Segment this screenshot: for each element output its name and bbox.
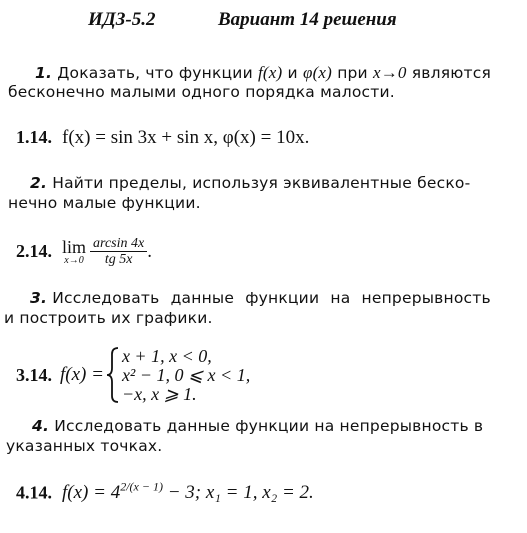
problem-3-14	[16, 346, 250, 404]
task3-line1	[30, 288, 491, 309]
task3-line2: и построить их графики.	[4, 309, 213, 327]
fraction-denominator: tg 5x	[104, 252, 133, 267]
problem-4-14	[16, 480, 314, 504]
limit-fraction	[90, 236, 147, 267]
header-variant: Вариант 14 решения	[218, 9, 397, 30]
task4-text: Исследовать данные функции на непрерывность в	[54, 417, 484, 435]
task1-f: f(x)	[258, 63, 283, 82]
task3-text: Исследовать данные функции на непрерывность	[52, 289, 491, 307]
problem-1-14	[16, 127, 309, 149]
lim-subscript: x→0	[64, 254, 84, 266]
header-title: ИДЗ-5.2	[88, 9, 156, 30]
limit-period: .	[147, 240, 152, 262]
formula-base: f(x) = 4	[62, 482, 121, 504]
left-brace-icon	[106, 346, 120, 404]
problem-2-14	[16, 236, 152, 267]
case-3: −x, x ⩾ 1.	[121, 383, 197, 404]
task2-text: Найти пределы, используя эквивалентные беско-	[52, 174, 471, 192]
formula-exponent: 2/(x − 1)	[120, 480, 163, 494]
fraction-numerator: arcsin 4x	[90, 236, 147, 252]
problem-4-14-number: 4.14.	[16, 482, 52, 503]
case-1: x + 1, x < 0,	[121, 345, 212, 366]
piecewise-cases	[122, 347, 250, 404]
task1-text-a: Доказать, что функции	[57, 64, 253, 82]
problem-1-14-number: 1.14.	[16, 127, 52, 147]
task2-line1	[30, 173, 470, 194]
task2-number: 2.	[30, 174, 48, 192]
formula-rest: − 3; x₁ = 1, x₂ = 2.	[162, 482, 314, 504]
task1-at: при	[337, 64, 368, 82]
case-2: x² − 1, 0 ⩽ x < 1,	[121, 364, 251, 385]
task3-number: 3.	[30, 289, 48, 307]
task1-text-b: являются	[411, 64, 491, 82]
task4-line1	[32, 416, 483, 437]
piecewise-lhs: f(x) =	[60, 364, 104, 385]
task1-line1	[35, 62, 491, 84]
task2-line2: нечно малые функции.	[8, 194, 201, 212]
problem-4-14-formula	[62, 482, 314, 503]
task1-number: 1.	[35, 64, 53, 82]
task1-and: и	[287, 64, 298, 82]
task1-line2: бесконечно малыми одного порядка малости.	[8, 83, 395, 101]
problem-1-14-formula: f(x) = sin 3x + sin x, φ(x) = 10x.	[62, 127, 310, 148]
task4-number: 4.	[32, 417, 50, 435]
task1-lim: x→0	[372, 63, 407, 82]
problem-3-14-number: 3.14.	[16, 364, 52, 385]
limit-operator	[62, 238, 86, 266]
lim-word: lim	[62, 236, 87, 257]
task1-phi: φ(x)	[302, 63, 333, 82]
task4-line2: указанных точках.	[6, 437, 163, 455]
problem-2-14-number: 2.14.	[16, 241, 52, 261]
